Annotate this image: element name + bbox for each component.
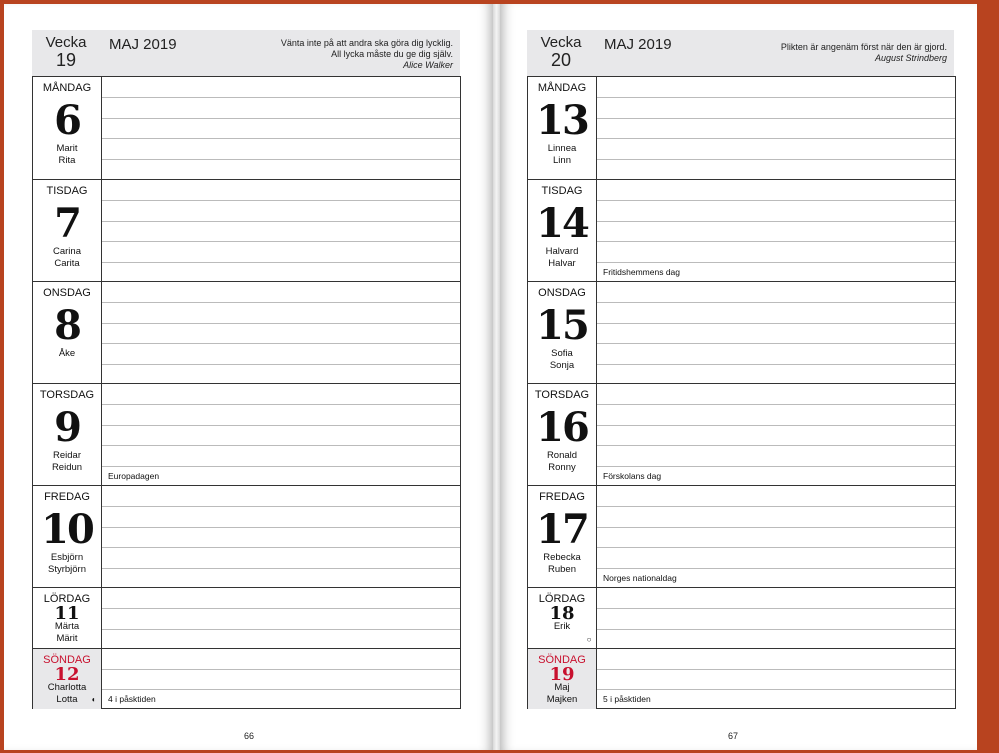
- book-spine: [493, 4, 500, 750]
- day-column: [33, 486, 102, 588]
- name-day-list: [528, 450, 596, 474]
- rule-line: [597, 689, 955, 690]
- day-number: 8: [54, 302, 80, 349]
- name-day: Rita: [58, 155, 76, 166]
- rule-line: [102, 221, 460, 222]
- name-day: Esbjörn: [50, 552, 84, 563]
- writing-area[interactable]: [597, 384, 955, 486]
- day-column: [528, 77, 597, 179]
- page-number: 67: [728, 731, 739, 741]
- name-day: Ronny: [548, 462, 576, 473]
- rule-line: [597, 118, 955, 119]
- rule-line: [102, 425, 460, 426]
- quote-author: August Strindberg: [874, 53, 947, 63]
- name-day-list: [528, 348, 596, 372]
- day-column: [33, 384, 102, 486]
- day-name: SÖNDAG: [538, 654, 586, 666]
- quote-line: Vänta inte på att andra ska göra dig lycklig.: [280, 38, 453, 48]
- name-day: Märta: [54, 621, 80, 632]
- day-column: [528, 282, 597, 384]
- rule-line: [102, 159, 460, 160]
- rule-line: [597, 138, 955, 139]
- day-column: [528, 649, 597, 709]
- day-row: [33, 485, 460, 588]
- day-grid: [32, 76, 461, 709]
- rule-line: [597, 445, 955, 446]
- rule-line: [102, 138, 460, 139]
- holiday-note: Europadagen: [108, 471, 160, 481]
- rule-line: [597, 547, 955, 548]
- writing-area[interactable]: [597, 486, 955, 588]
- day-number: 17: [536, 506, 588, 553]
- holiday-note: 4 i påsktiden: [108, 694, 156, 704]
- rule-line: [597, 466, 955, 467]
- day-name: SÖNDAG: [43, 654, 91, 666]
- rule-line: [597, 323, 955, 324]
- name-day: Linn: [553, 155, 571, 166]
- day-name: TISDAG: [46, 185, 88, 197]
- day-number: 6: [54, 97, 80, 144]
- name-day-list: [33, 143, 101, 167]
- day-number: 12: [54, 664, 80, 685]
- name-day-list: [33, 246, 101, 270]
- writing-area[interactable]: [102, 486, 460, 588]
- day-name: FREDAG: [44, 491, 90, 503]
- writing-area[interactable]: [597, 180, 955, 282]
- rule-line: [597, 302, 955, 303]
- rule-line: [102, 97, 460, 98]
- rule-line: [102, 669, 460, 670]
- name-day: Åke: [58, 348, 76, 359]
- name-day: Styrbjörn: [47, 564, 86, 575]
- name-day-list: [528, 246, 596, 270]
- week-label: Vecka: [540, 34, 582, 51]
- day-name: MÅNDAG: [42, 82, 92, 94]
- name-day: Reidun: [51, 462, 83, 473]
- writing-area[interactable]: [597, 282, 955, 384]
- rule-line: [597, 527, 955, 528]
- name-day: Ruben: [548, 564, 576, 575]
- rule-line: [597, 506, 955, 507]
- rule-line: [597, 159, 955, 160]
- rule-line: [597, 364, 955, 365]
- day-row: [33, 179, 460, 282]
- writing-area[interactable]: [102, 282, 460, 384]
- rule-line: [102, 200, 460, 201]
- holiday-note: Förskolans dag: [603, 471, 662, 481]
- quote: [193, 38, 453, 71]
- quote-line: Plikten är angenäm först när den är gjord.: [780, 42, 947, 52]
- day-number: 18: [549, 603, 575, 624]
- day-grid: [527, 76, 956, 709]
- rule-line: [597, 241, 955, 242]
- name-day: Erik: [553, 621, 571, 632]
- day-name: TORSDAG: [534, 389, 590, 401]
- day-number: 14: [536, 200, 588, 247]
- name-day: Rebecka: [543, 552, 581, 563]
- writing-area[interactable]: [597, 649, 955, 709]
- writing-area[interactable]: [102, 384, 460, 486]
- rule-line: [102, 466, 460, 467]
- rule-line: [102, 241, 460, 242]
- quote: [687, 42, 947, 64]
- week-number: 19: [55, 50, 77, 70]
- rule-line: [102, 323, 460, 324]
- week-box: [527, 30, 595, 76]
- right-page: [500, 4, 977, 750]
- rule-line: [102, 118, 460, 119]
- day-row: [528, 179, 955, 282]
- day-column: [33, 77, 102, 179]
- name-day: Reidar: [53, 450, 81, 461]
- rule-line: [102, 364, 460, 365]
- rule-line: [102, 568, 460, 569]
- day-column: [528, 588, 597, 649]
- day-row: [528, 77, 955, 179]
- day-number: 10: [41, 506, 93, 553]
- day-row: [528, 485, 955, 588]
- day-row: [33, 77, 460, 179]
- day-number: 11: [54, 603, 80, 624]
- writing-area[interactable]: [597, 77, 955, 179]
- day-column: [528, 486, 597, 588]
- rule-line: [102, 343, 460, 344]
- name-day-list: [33, 621, 101, 645]
- rule-line: [102, 689, 460, 690]
- rule-line: [597, 97, 955, 98]
- name-day: Halvar: [548, 258, 576, 269]
- rule-line: [597, 262, 955, 263]
- rule-line: [597, 221, 955, 222]
- rule-line: [597, 200, 955, 201]
- week-label: Vecka: [45, 34, 87, 51]
- name-day-list: [33, 552, 101, 576]
- rule-line: [597, 404, 955, 405]
- day-name: MÅNDAG: [537, 82, 587, 94]
- rule-line: [597, 343, 955, 344]
- rule-line: [597, 568, 955, 569]
- holiday-note: Fritidshemmens dag: [603, 267, 681, 277]
- day-row: [33, 587, 460, 649]
- name-day-list: [528, 143, 596, 167]
- left-page: [4, 4, 493, 750]
- week-number: 20: [550, 50, 572, 70]
- day-name: LÖRDAG: [43, 593, 91, 605]
- day-number: 7: [54, 200, 80, 247]
- writing-area[interactable]: [102, 588, 460, 649]
- rule-line: [597, 669, 955, 670]
- rule-line: [597, 608, 955, 609]
- writing-area[interactable]: [102, 77, 460, 179]
- name-day: Ronald: [546, 450, 578, 461]
- week-box: [32, 30, 100, 76]
- quote-author: Alice Walker: [403, 60, 453, 70]
- day-number: 16: [536, 404, 588, 451]
- day-column: [528, 180, 597, 282]
- name-day-list: [528, 621, 596, 633]
- day-row: [33, 383, 460, 486]
- name-day: Halvard: [545, 246, 579, 257]
- name-day: Lotta: [56, 694, 78, 705]
- week-header: [527, 30, 954, 76]
- day-column: [33, 180, 102, 282]
- writing-area[interactable]: [102, 649, 460, 709]
- day-column: [33, 282, 102, 384]
- name-day: Carina: [53, 246, 81, 257]
- rule-line: [102, 302, 460, 303]
- rule-line: [102, 506, 460, 507]
- week-header: [32, 30, 460, 76]
- page-number: 66: [244, 731, 255, 741]
- rule-line: [597, 425, 955, 426]
- quote-line: All lycka måste du ge dig själv.: [331, 49, 453, 59]
- name-day: Sonja: [549, 360, 575, 371]
- name-day: Majken: [546, 694, 578, 705]
- rule-line: [102, 527, 460, 528]
- name-day: Marit: [56, 143, 78, 154]
- day-name: TISDAG: [541, 185, 583, 197]
- day-number: 19: [549, 664, 575, 685]
- moon-phase-icon: ◐: [91, 695, 97, 704]
- name-day-list: [528, 552, 596, 576]
- rule-line: [102, 608, 460, 609]
- holiday-note: Norges nationaldag: [603, 573, 677, 583]
- day-number: 15: [536, 302, 588, 349]
- day-row: [528, 383, 955, 486]
- day-row: [528, 648, 955, 709]
- day-name: TORSDAG: [39, 389, 95, 401]
- name-day: Märit: [56, 633, 78, 644]
- day-column: [528, 384, 597, 486]
- name-day-list: [33, 450, 101, 474]
- rule-line: [102, 404, 460, 405]
- day-name: LÖRDAG: [538, 593, 586, 605]
- name-day-list: [33, 348, 101, 360]
- rule-line: [597, 629, 955, 630]
- name-day: Charlotta: [47, 682, 87, 693]
- name-day: Maj: [554, 682, 570, 693]
- day-column: [33, 588, 102, 649]
- name-day: Sofia: [551, 348, 573, 359]
- writing-area[interactable]: [102, 180, 460, 282]
- name-day: Carita: [54, 258, 80, 269]
- rule-line: [102, 445, 460, 446]
- rule-line: [102, 547, 460, 548]
- day-row: [528, 281, 955, 384]
- day-name: FREDAG: [539, 491, 585, 503]
- writing-area[interactable]: [597, 588, 955, 649]
- day-row: [33, 648, 460, 709]
- rule-line: [102, 629, 460, 630]
- day-number: 9: [54, 404, 80, 451]
- day-number: 13: [536, 97, 588, 144]
- month-title: MAJ 2019: [604, 36, 672, 53]
- name-day-list: [528, 682, 596, 706]
- day-column: [33, 649, 102, 709]
- day-row: [33, 281, 460, 384]
- moon-phase-icon: ○: [586, 635, 592, 644]
- day-row: [528, 587, 955, 649]
- day-name: ONSDAG: [43, 287, 91, 299]
- holiday-note: 5 i påsktiden: [603, 694, 651, 704]
- name-day: Linnea: [547, 143, 577, 154]
- month-title: MAJ 2019: [109, 36, 177, 53]
- rule-line: [102, 262, 460, 263]
- day-name: ONSDAG: [538, 287, 586, 299]
